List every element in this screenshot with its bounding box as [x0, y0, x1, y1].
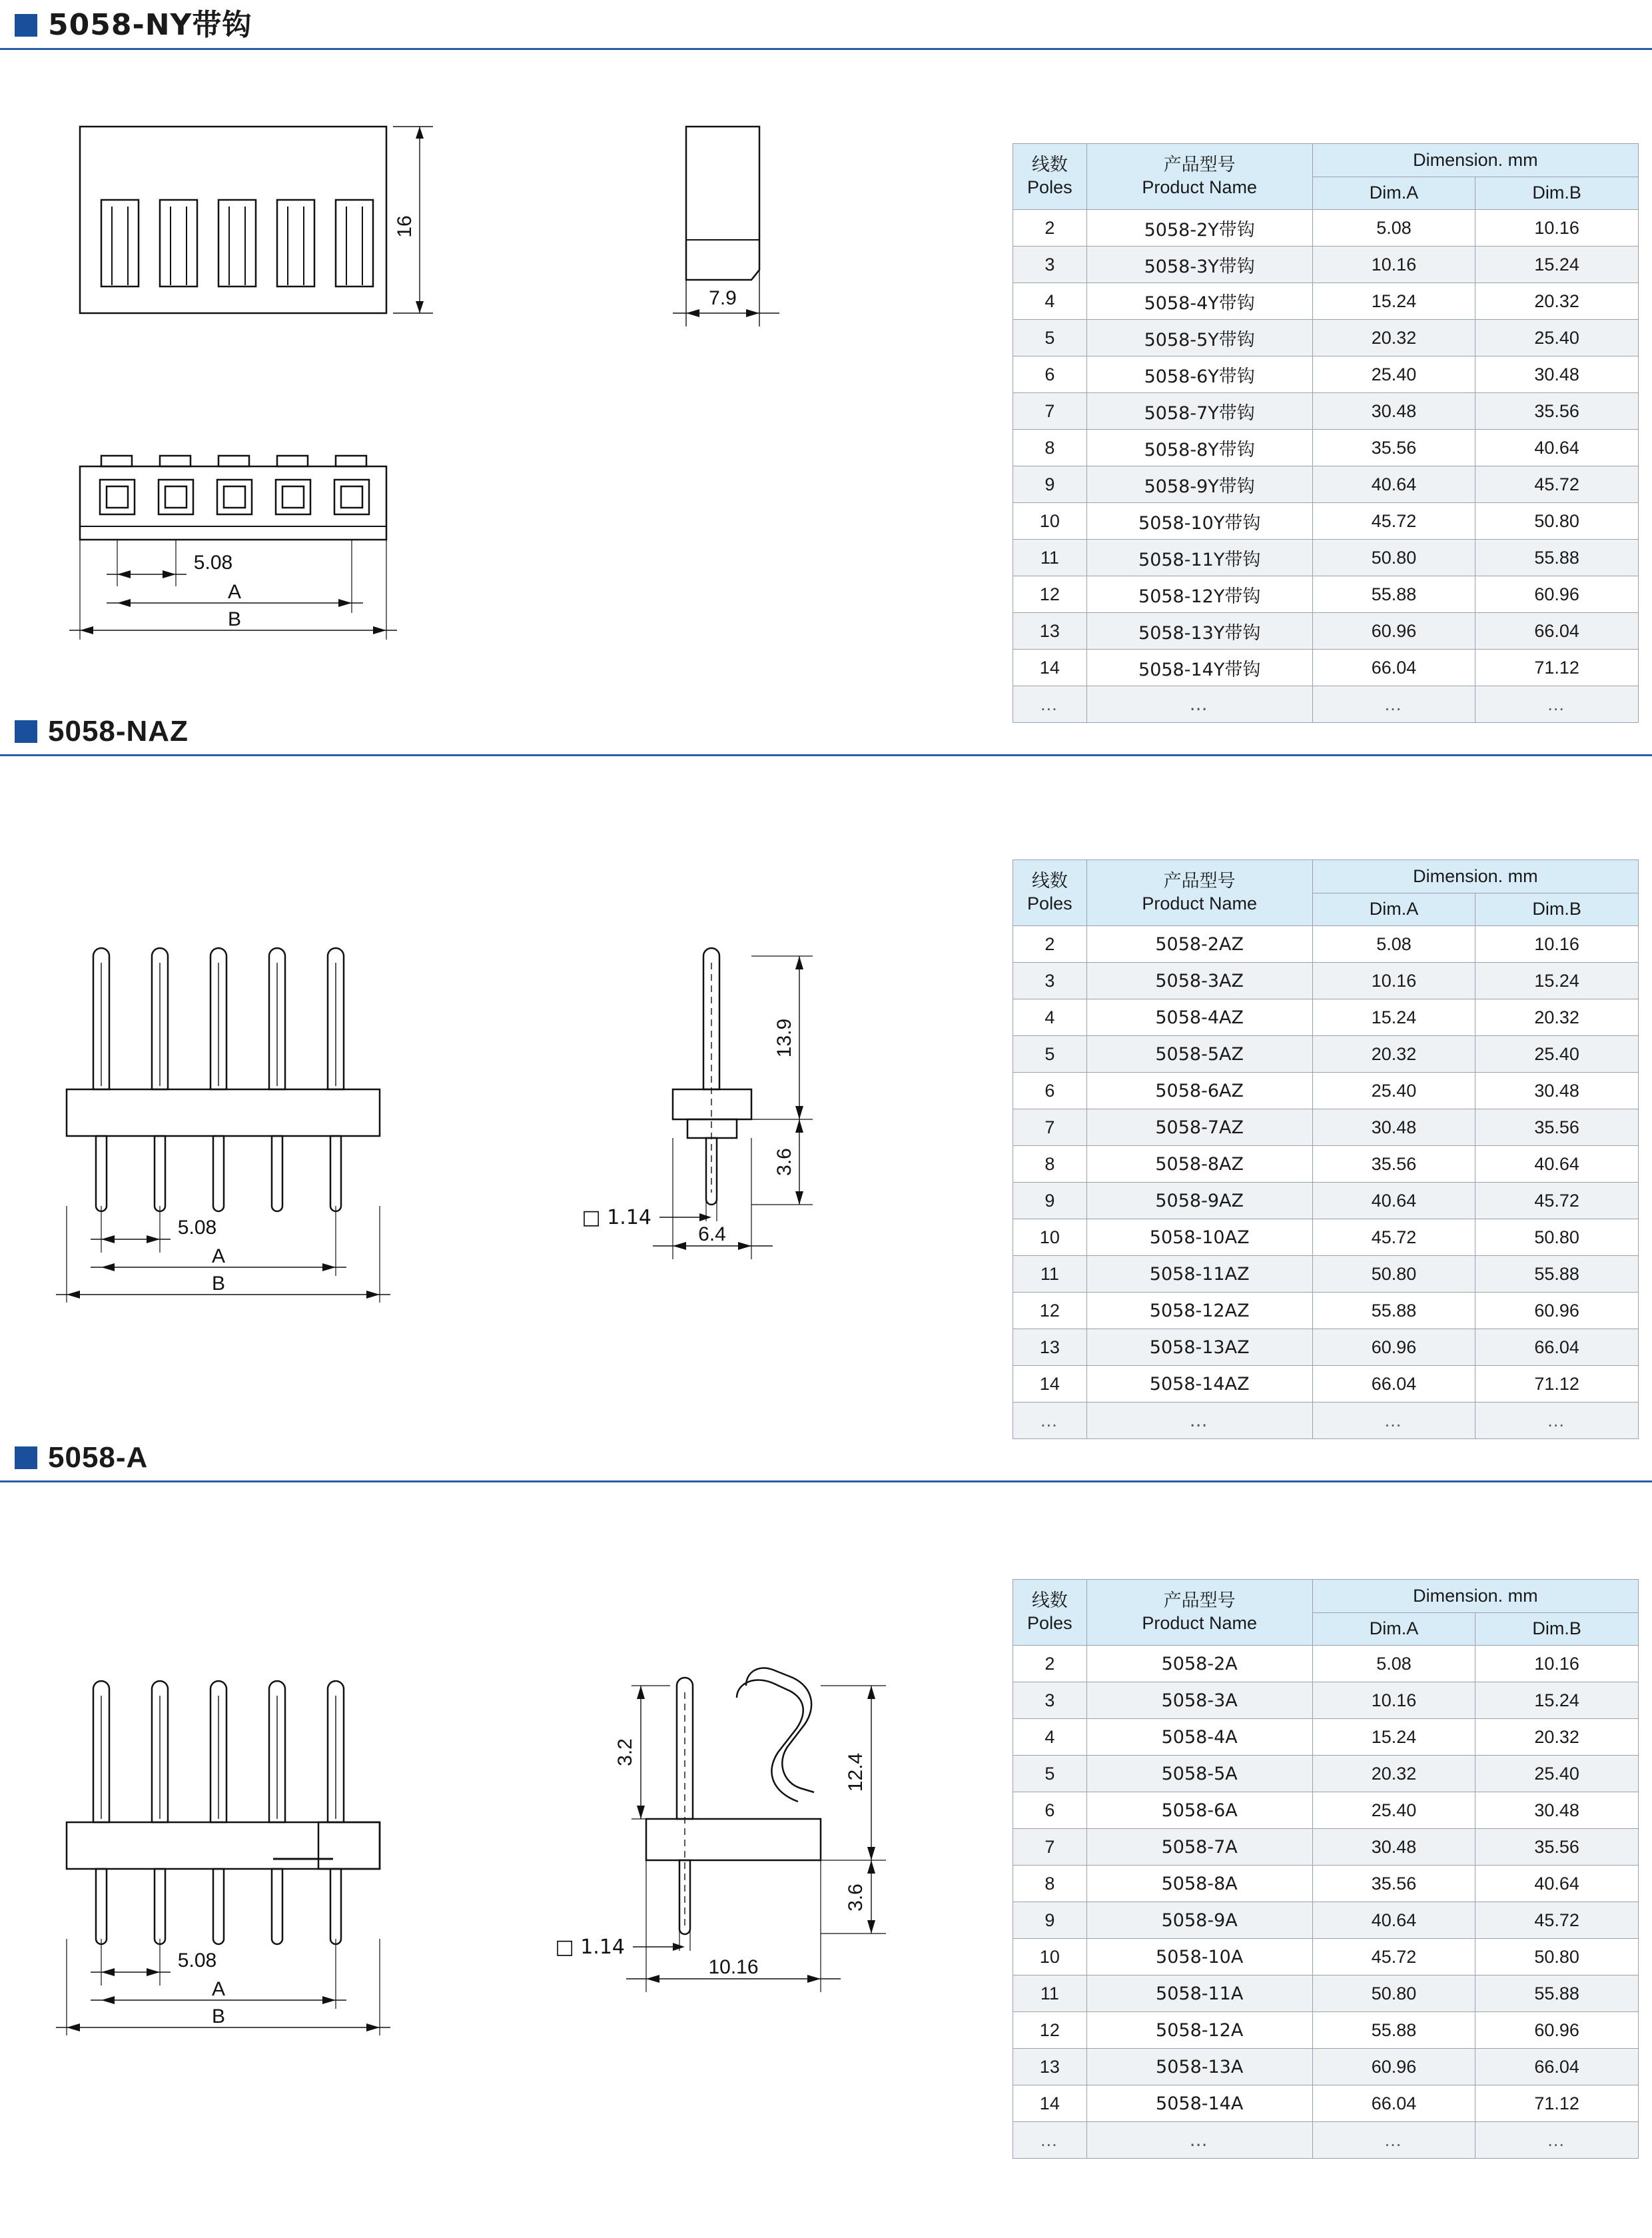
table-row — [1013, 2012, 1639, 2049]
svg-text:A: A — [211, 1978, 226, 2000]
cell-poles: 10 — [1013, 1939, 1087, 1975]
section-divider — [0, 754, 1652, 756]
cell-dim-a: 66.04 — [1312, 2085, 1475, 2122]
cell-dim-b: 45.72 — [1475, 1902, 1639, 1939]
cell-product-name: 5058-11Y带钩 — [1086, 540, 1312, 576]
cell-dim-a: 15.24 — [1312, 283, 1475, 320]
cell-dim-b: 50.80 — [1475, 503, 1639, 540]
table-row — [1013, 1073, 1639, 1109]
cell-dim-a: 5.08 — [1312, 926, 1475, 963]
cell-poles: 8 — [1013, 1866, 1087, 1902]
cell-dim-a: 35.56 — [1312, 1866, 1475, 1902]
table-row — [1013, 1109, 1639, 1146]
cell-dim-b: 40.64 — [1475, 430, 1639, 466]
section-bullet-icon — [15, 1446, 37, 1469]
cell-poles: 6 — [1013, 1073, 1087, 1109]
svg-text:16: 16 — [394, 215, 416, 238]
cell-poles: 5 — [1013, 1036, 1087, 1073]
cell-product-name: 5058-13AZ — [1086, 1329, 1312, 1366]
cell-product-name: 5058-14Y带钩 — [1086, 650, 1312, 686]
svg-text:3.6: 3.6 — [845, 1884, 867, 1912]
cell-dim-a: … — [1312, 1402, 1475, 1439]
cell-dim-b: 30.48 — [1475, 1792, 1639, 1829]
cell-product-name: 5058-2AZ — [1086, 926, 1312, 963]
cell-dim-a: 20.32 — [1312, 1036, 1475, 1073]
cell-product-name: 5058-10A — [1086, 1939, 1312, 1975]
cell-poles: 4 — [1013, 1719, 1087, 1756]
cell-poles: 7 — [1013, 1829, 1087, 1866]
header-dim-b: Dim.B — [1475, 177, 1639, 210]
cell-poles: 5 — [1013, 320, 1087, 356]
cell-dim-b: … — [1475, 1402, 1639, 1439]
table-row — [1013, 1329, 1639, 1366]
spec-table-body-a — [1013, 1646, 1639, 2159]
table-row — [1013, 247, 1639, 283]
cell-dim-b: 40.64 — [1475, 1866, 1639, 1902]
cell-product-name: 5058-5Y带钩 — [1086, 320, 1312, 356]
spec-table-naz — [1013, 859, 1639, 1439]
cell-product-name: 5058-4Y带钩 — [1086, 283, 1312, 320]
cell-dim-b: 45.72 — [1475, 1183, 1639, 1219]
cell-product-name: … — [1086, 686, 1312, 723]
cell-dim-b: 55.88 — [1475, 1256, 1639, 1293]
cell-dim-a: 15.24 — [1312, 1719, 1475, 1756]
spec-table-body-naz — [1013, 926, 1639, 1439]
cell-dim-b: 10.16 — [1475, 1646, 1639, 1682]
cell-dim-a: 66.04 — [1312, 650, 1475, 686]
cell-dim-a: 30.48 — [1312, 393, 1475, 430]
cell-dim-a: 55.88 — [1312, 2012, 1475, 2049]
svg-text:5.08: 5.08 — [177, 1217, 217, 1239]
section-title: 5058-A — [48, 1441, 149, 1474]
cell-dim-b: 40.64 — [1475, 1146, 1639, 1183]
cell-dim-b: 35.56 — [1475, 1829, 1639, 1866]
cell-poles: 14 — [1013, 650, 1087, 686]
section-header-naz — [0, 706, 1652, 757]
cell-poles: 3 — [1013, 1682, 1087, 1719]
table-row — [1013, 1719, 1639, 1756]
table-row — [1013, 1866, 1639, 1902]
spec-table-a — [1013, 1579, 1639, 2159]
table-row — [1013, 2049, 1639, 2085]
cell-dim-b: 30.48 — [1475, 356, 1639, 393]
table-row — [1013, 1829, 1639, 1866]
cell-dim-a: 40.64 — [1312, 1902, 1475, 1939]
drawing-a-side-view — [553, 1646, 993, 2072]
cell-dim-b: … — [1475, 2122, 1639, 2159]
cell-poles: … — [1013, 1402, 1087, 1439]
svg-text:6.4: 6.4 — [698, 1223, 726, 1245]
svg-text:□ 1.14: □ 1.14 — [555, 1936, 625, 1959]
cell-dim-b: 45.72 — [1475, 466, 1639, 503]
header-dim-b: Dim.B — [1475, 1612, 1639, 1646]
svg-text:□ 1.14: □ 1.14 — [582, 1206, 651, 1229]
table-row — [1013, 1293, 1639, 1329]
cell-dim-b: 25.40 — [1475, 1036, 1639, 1073]
cell-product-name: 5058-8AZ — [1086, 1146, 1312, 1183]
svg-text:B: B — [211, 1273, 226, 1295]
header-product-name: 产品型号 Product Name — [1086, 1580, 1312, 1646]
cell-product-name: 5058-3AZ — [1086, 963, 1312, 999]
cell-dim-a: … — [1312, 686, 1475, 723]
cell-product-name: 5058-10AZ — [1086, 1219, 1312, 1256]
cell-product-name: 5058-7A — [1086, 1829, 1312, 1866]
table-row — [1013, 1682, 1639, 1719]
cell-product-name: 5058-14A — [1086, 2085, 1312, 2122]
cell-dim-a: 25.40 — [1312, 356, 1475, 393]
cell-poles: 3 — [1013, 247, 1087, 283]
table-row — [1013, 1756, 1639, 1792]
table-row — [1013, 926, 1639, 963]
cell-poles: 13 — [1013, 2049, 1087, 2085]
cell-dim-b: 10.16 — [1475, 926, 1639, 963]
cell-dim-b: 66.04 — [1475, 613, 1639, 650]
cell-product-name: 5058-13Y带钩 — [1086, 613, 1312, 650]
svg-text:5.08: 5.08 — [177, 1950, 217, 1971]
cell-poles: 10 — [1013, 503, 1087, 540]
table-row — [1013, 999, 1639, 1036]
cell-product-name: 5058-4AZ — [1086, 999, 1312, 1036]
cell-dim-a: 66.04 — [1312, 1366, 1475, 1402]
drawing-a-front-view — [47, 1659, 473, 2072]
cell-product-name: 5058-9AZ — [1086, 1183, 1312, 1219]
svg-text:B: B — [211, 2005, 226, 2027]
drawing-ny-top-view — [60, 433, 486, 673]
cell-product-name: 5058-14AZ — [1086, 1366, 1312, 1402]
svg-text:A: A — [227, 581, 242, 603]
table-row — [1013, 430, 1639, 466]
cell-dim-a: 15.24 — [1312, 999, 1475, 1036]
cell-dim-b: 71.12 — [1475, 2085, 1639, 2122]
cell-dim-b: 35.56 — [1475, 1109, 1639, 1146]
cell-dim-a: 35.56 — [1312, 1146, 1475, 1183]
table-row — [1013, 1366, 1639, 1402]
cell-poles: 12 — [1013, 1293, 1087, 1329]
cell-poles: 14 — [1013, 1366, 1087, 1402]
table-row — [1013, 210, 1639, 247]
cell-dim-a: 10.16 — [1312, 1682, 1475, 1719]
cell-poles: 10 — [1013, 1219, 1087, 1256]
cell-dim-b: 15.24 — [1475, 247, 1639, 283]
cell-product-name: 5058-8A — [1086, 1866, 1312, 1902]
section-title: 5058-NY带钩 — [48, 8, 252, 42]
cell-dim-a: 50.80 — [1312, 1975, 1475, 2012]
table-row — [1013, 1975, 1639, 2012]
cell-dim-b: 25.40 — [1475, 1756, 1639, 1792]
svg-text:13.9: 13.9 — [773, 1018, 795, 1058]
cell-dim-b: 10.16 — [1475, 210, 1639, 247]
svg-text:5.08: 5.08 — [193, 552, 233, 574]
table-row — [1013, 2122, 1639, 2159]
table-row — [1013, 503, 1639, 540]
svg-text:B: B — [227, 608, 242, 630]
cell-dim-a: 5.08 — [1312, 210, 1475, 247]
cell-product-name: … — [1086, 2122, 1312, 2159]
cell-dim-b: 60.96 — [1475, 2012, 1639, 2049]
cell-dim-b: 20.32 — [1475, 999, 1639, 1036]
cell-dim-b: 20.32 — [1475, 283, 1639, 320]
cell-product-name: 5058-6AZ — [1086, 1073, 1312, 1109]
cell-poles: 9 — [1013, 1902, 1087, 1939]
cell-dim-b: 60.96 — [1475, 576, 1639, 613]
cell-poles: 13 — [1013, 613, 1087, 650]
table-row — [1013, 283, 1639, 320]
section-header-ny — [0, 0, 1652, 51]
header-dim-a: Dim.A — [1312, 893, 1475, 926]
cell-product-name: 5058-6A — [1086, 1792, 1312, 1829]
cell-product-name: 5058-11A — [1086, 1975, 1312, 2012]
header-dimension: Dimension. mm — [1312, 860, 1638, 893]
cell-poles: 12 — [1013, 576, 1087, 613]
table-row — [1013, 540, 1639, 576]
cell-product-name: 5058-2Y带钩 — [1086, 210, 1312, 247]
cell-dim-a: 25.40 — [1312, 1073, 1475, 1109]
cell-dim-a: … — [1312, 2122, 1475, 2159]
svg-text:3.2: 3.2 — [614, 1738, 636, 1766]
cell-dim-b: 66.04 — [1475, 2049, 1639, 2085]
section-divider — [0, 1480, 1652, 1482]
cell-dim-b: 50.80 — [1475, 1939, 1639, 1975]
spec-table-body-ny — [1013, 210, 1639, 723]
cell-dim-b: … — [1475, 686, 1639, 723]
cell-poles: 3 — [1013, 963, 1087, 999]
cell-poles: 11 — [1013, 1256, 1087, 1293]
cell-dim-a: 40.64 — [1312, 466, 1475, 503]
cell-poles: 2 — [1013, 926, 1087, 963]
section-bullet-icon — [15, 720, 37, 743]
cell-dim-a: 45.72 — [1312, 503, 1475, 540]
cell-dim-b: 55.88 — [1475, 1975, 1639, 2012]
cell-dim-a: 40.64 — [1312, 1183, 1475, 1219]
header-product-name: 产品型号 Product Name — [1086, 144, 1312, 210]
cell-poles: 2 — [1013, 210, 1087, 247]
cell-poles: 2 — [1013, 1646, 1087, 1682]
svg-text:A: A — [211, 1245, 226, 1267]
cell-dim-a: 30.48 — [1312, 1109, 1475, 1146]
cell-poles: 9 — [1013, 1183, 1087, 1219]
cell-poles: 5 — [1013, 1756, 1087, 1792]
svg-text:7.9: 7.9 — [709, 287, 737, 309]
cell-dim-a: 30.48 — [1312, 1829, 1475, 1866]
table-row — [1013, 320, 1639, 356]
cell-poles: … — [1013, 2122, 1087, 2159]
table-row — [1013, 1036, 1639, 1073]
cell-product-name: 5058-4A — [1086, 1719, 1312, 1756]
cell-dim-b: 25.40 — [1475, 320, 1639, 356]
cell-dim-a: 10.16 — [1312, 247, 1475, 283]
header-product-name: 产品型号 Product Name — [1086, 860, 1312, 926]
drawing-ny-side-view — [673, 113, 913, 393]
cell-poles: 6 — [1013, 356, 1087, 393]
cell-dim-b: 15.24 — [1475, 1682, 1639, 1719]
header-poles: 线数 Poles — [1013, 860, 1087, 926]
header-dim-b: Dim.B — [1475, 893, 1639, 926]
cell-poles: 8 — [1013, 430, 1087, 466]
svg-text:3.6: 3.6 — [773, 1148, 795, 1176]
cell-product-name: 5058-10Y带钩 — [1086, 503, 1312, 540]
cell-product-name: 5058-9Y带钩 — [1086, 466, 1312, 503]
section-divider — [0, 48, 1652, 50]
cell-product-name: 5058-8Y带钩 — [1086, 430, 1312, 466]
cell-dim-b: 55.88 — [1475, 540, 1639, 576]
cell-dim-b: 60.96 — [1475, 1293, 1639, 1329]
cell-dim-a: 35.56 — [1312, 430, 1475, 466]
cell-dim-a: 55.88 — [1312, 576, 1475, 613]
cell-poles: 7 — [1013, 393, 1087, 430]
drawing-naz-side-view — [573, 926, 986, 1339]
header-poles: 线数 Poles — [1013, 144, 1087, 210]
cell-dim-b: 71.12 — [1475, 650, 1639, 686]
cell-poles: 9 — [1013, 466, 1087, 503]
cell-product-name: 5058-7Y带钩 — [1086, 393, 1312, 430]
cell-dim-b: 50.80 — [1475, 1219, 1639, 1256]
header-dimension: Dimension. mm — [1312, 144, 1638, 177]
cell-dim-a: 10.16 — [1312, 963, 1475, 999]
cell-product-name: 5058-9A — [1086, 1902, 1312, 1939]
table-row — [1013, 1939, 1639, 1975]
cell-dim-a: 60.96 — [1312, 2049, 1475, 2085]
section-header-a — [0, 1432, 1652, 1483]
table-row — [1013, 1792, 1639, 1829]
table-row — [1013, 1256, 1639, 1293]
cell-dim-a: 45.72 — [1312, 1219, 1475, 1256]
cell-dim-b: 35.56 — [1475, 393, 1639, 430]
cell-dim-b: 71.12 — [1475, 1366, 1639, 1402]
cell-dim-a: 20.32 — [1312, 1756, 1475, 1792]
cell-poles: 11 — [1013, 1975, 1087, 2012]
cell-dim-a: 25.40 — [1312, 1792, 1475, 1829]
table-row — [1013, 650, 1639, 686]
section-title: 5058-NAZ — [48, 715, 189, 748]
cell-poles: 6 — [1013, 1792, 1087, 1829]
cell-poles: 4 — [1013, 999, 1087, 1036]
drawing-naz-front-view — [47, 926, 473, 1339]
table-row — [1013, 613, 1639, 650]
cell-product-name: 5058-12AZ — [1086, 1293, 1312, 1329]
cell-product-name: … — [1086, 1402, 1312, 1439]
table-row — [1013, 356, 1639, 393]
table-row — [1013, 1219, 1639, 1256]
cell-dim-b: 66.04 — [1475, 1329, 1639, 1366]
table-row — [1013, 1183, 1639, 1219]
table-row — [1013, 1646, 1639, 1682]
cell-dim-a: 20.32 — [1312, 320, 1475, 356]
cell-product-name: 5058-7AZ — [1086, 1109, 1312, 1146]
section-bullet-icon — [15, 14, 37, 37]
cell-dim-a: 60.96 — [1312, 1329, 1475, 1366]
table-row — [1013, 393, 1639, 430]
cell-poles: 12 — [1013, 2012, 1087, 2049]
cell-product-name: 5058-12A — [1086, 2012, 1312, 2049]
header-dim-a: Dim.A — [1312, 1612, 1475, 1646]
cell-product-name: 5058-5AZ — [1086, 1036, 1312, 1073]
cell-product-name: 5058-13A — [1086, 2049, 1312, 2085]
cell-poles: 4 — [1013, 283, 1087, 320]
header-dimension: Dimension. mm — [1312, 1580, 1638, 1613]
spec-table-ny — [1013, 143, 1639, 723]
table-row — [1013, 1902, 1639, 1939]
cell-poles: 8 — [1013, 1146, 1087, 1183]
cell-dim-a: 50.80 — [1312, 1256, 1475, 1293]
table-row — [1013, 1146, 1639, 1183]
header-dim-a: Dim.A — [1312, 177, 1475, 210]
cell-poles: … — [1013, 686, 1087, 723]
cell-poles: 11 — [1013, 540, 1087, 576]
cell-poles: 7 — [1013, 1109, 1087, 1146]
cell-dim-a: 60.96 — [1312, 613, 1475, 650]
drawing-ny-front-view — [60, 113, 486, 393]
cell-dim-b: 15.24 — [1475, 963, 1639, 999]
cell-product-name: 5058-12Y带钩 — [1086, 576, 1312, 613]
table-row — [1013, 2085, 1639, 2122]
svg-text:12.4: 12.4 — [845, 1752, 867, 1792]
table-row — [1013, 576, 1639, 613]
cell-dim-a: 45.72 — [1312, 1939, 1475, 1975]
cell-dim-b: 20.32 — [1475, 1719, 1639, 1756]
cell-product-name: 5058-11AZ — [1086, 1256, 1312, 1293]
cell-product-name: 5058-3A — [1086, 1682, 1312, 1719]
cell-product-name: 5058-2A — [1086, 1646, 1312, 1682]
cell-product-name: 5058-6Y带钩 — [1086, 356, 1312, 393]
cell-dim-a: 5.08 — [1312, 1646, 1475, 1682]
table-row — [1013, 466, 1639, 503]
cell-dim-a: 50.80 — [1312, 540, 1475, 576]
cell-dim-b: 30.48 — [1475, 1073, 1639, 1109]
cell-poles: 14 — [1013, 2085, 1087, 2122]
cell-poles: 13 — [1013, 1329, 1087, 1366]
cell-product-name: 5058-5A — [1086, 1756, 1312, 1792]
cell-dim-a: 55.88 — [1312, 1293, 1475, 1329]
table-row — [1013, 963, 1639, 999]
cell-product-name: 5058-3Y带钩 — [1086, 247, 1312, 283]
header-poles: 线数 Poles — [1013, 1580, 1087, 1646]
svg-text:10.16: 10.16 — [708, 1956, 759, 1978]
